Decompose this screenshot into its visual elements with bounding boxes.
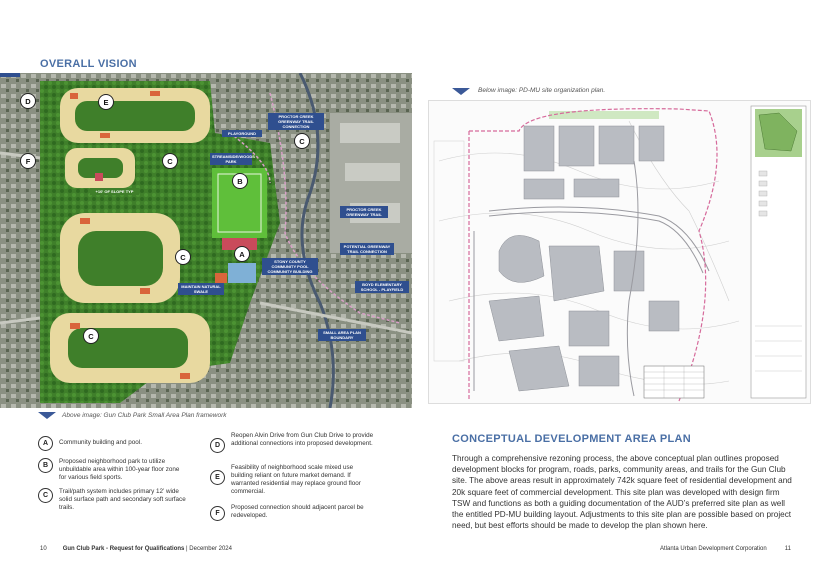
legend-badge-d: D [210, 438, 225, 453]
legend-badge-c: C [38, 488, 53, 503]
map-label-potential: POTENTIAL GREENWAY TRAIL CONNECTION [340, 243, 394, 255]
caption-marker-right [452, 88, 470, 95]
right-footer-org: Atlanta Urban Development Corporation [660, 546, 767, 552]
legend-item-c [38, 488, 188, 512]
caption-marker-left [38, 412, 56, 419]
left-page-number: 10 [40, 546, 47, 552]
map-marker-c-top: C [162, 153, 178, 169]
map-marker-c-right: C [294, 133, 310, 149]
overall-vision-title: OVERALL VISION [40, 58, 137, 70]
legend-text-e: Feasibility of neighborhood scale mixed use building reliant on future market demand. If warranted residential may replace ground floor commercial. [231, 464, 361, 495]
map-marker-f: F [20, 153, 36, 169]
right-page-number: 11 [784, 546, 791, 552]
map-marker-e: E [98, 94, 114, 110]
right-caption: Below image: PD-MU site organization plan. [478, 87, 606, 94]
legend-item-a [38, 436, 188, 451]
map-label-playground: PLAYGROUND [222, 130, 262, 137]
site-plan-map-graphic [0, 73, 412, 408]
legend-text-a: Community building and pool. [59, 439, 142, 446]
conceptual-plan-title: CONCEPTUAL DEVELOPMENT AREA PLAN [452, 433, 691, 445]
conceptual-plan-body: Through a comprehensive rezoning process, the above conceptual plan outlines proposed development blocks for program, roads, parks, community areas, and trails for the Gun Club site. The above areas result in approximately 742k square feet of residential development and 20k square feet of commercial development. This site plan was developed with design firm TSW and functions as both a guiding documentation of the AUD’s preferred site plan as well the entitled PD-MU building layout. Adjustments to this site plan are possible based on project need, but best efforts should be made to develop the plan shown here. [452, 454, 792, 531]
site-organization-plan-graphic [429, 101, 810, 403]
legend-text-b: Proposed neighborhood park to utilize unbuildable area within 100-year floor zone for various field sports. [59, 458, 180, 481]
map-label-proctor-top: PROCTOR CREEK GREENWAY TRAIL CONNECTION [268, 113, 324, 130]
legend-badge-f: F [210, 506, 225, 521]
legend-text-d: Reopen Alvin Drive from Gun Club Drive to provide additional connections into proposed development. [231, 432, 374, 447]
left-footer-title: Gun Club Park - Request for Qualifications [62, 546, 185, 552]
legend-text-f: Proposed connection should adjacent parcel be redeveloped. [231, 504, 364, 519]
map-label-small-area: SMALL AREA PLAN BOUNDARY [318, 329, 366, 341]
left-footer [40, 546, 232, 552]
legend-item-b [38, 458, 188, 482]
site-organization-plan [428, 100, 811, 404]
legend-item-e [210, 464, 375, 496]
map-marker-c-mid: C [175, 249, 191, 265]
map-label-school: BOYD ELEMENTARY SCHOOL - PLAYFIELD [355, 281, 409, 293]
site-plan-map [0, 73, 412, 408]
map-marker-a: A [234, 246, 250, 262]
legend-item-d [210, 432, 375, 453]
map-marker-c-bottom: C [83, 328, 99, 344]
left-footer-date: | December 2024 [186, 546, 232, 552]
map-marker-b: B [232, 173, 248, 189]
legend-badge-e: E [210, 470, 225, 485]
map-label-stream-park: STREAMSIDE/WOODS PARK [212, 154, 255, 164]
map-marker-d: D [20, 93, 36, 109]
right-footer [660, 546, 791, 552]
legend-text-c: Trail/path system includes primary 12’ wide solid surface path and secondary soft surface trails. [59, 488, 186, 511]
map-label-proctor-mid: PROCTOR CREEK GREENWAY TRAIL [340, 206, 388, 218]
map-label-maintain: MAINTAIN NATURAL SWALE [178, 283, 224, 295]
legend-badge-b: B [38, 458, 53, 473]
legend-badge-a: A [38, 436, 53, 451]
map-label-slope: +10' OF SLOPE TYP [90, 188, 139, 195]
map-label-community: STONY COUNTY COMMUNITY POOL COMMUNITY BUILDING [262, 258, 318, 275]
left-caption: Above image: Gun Club Park Small Area Plan framework [62, 412, 227, 419]
legend-item-f [210, 504, 375, 521]
